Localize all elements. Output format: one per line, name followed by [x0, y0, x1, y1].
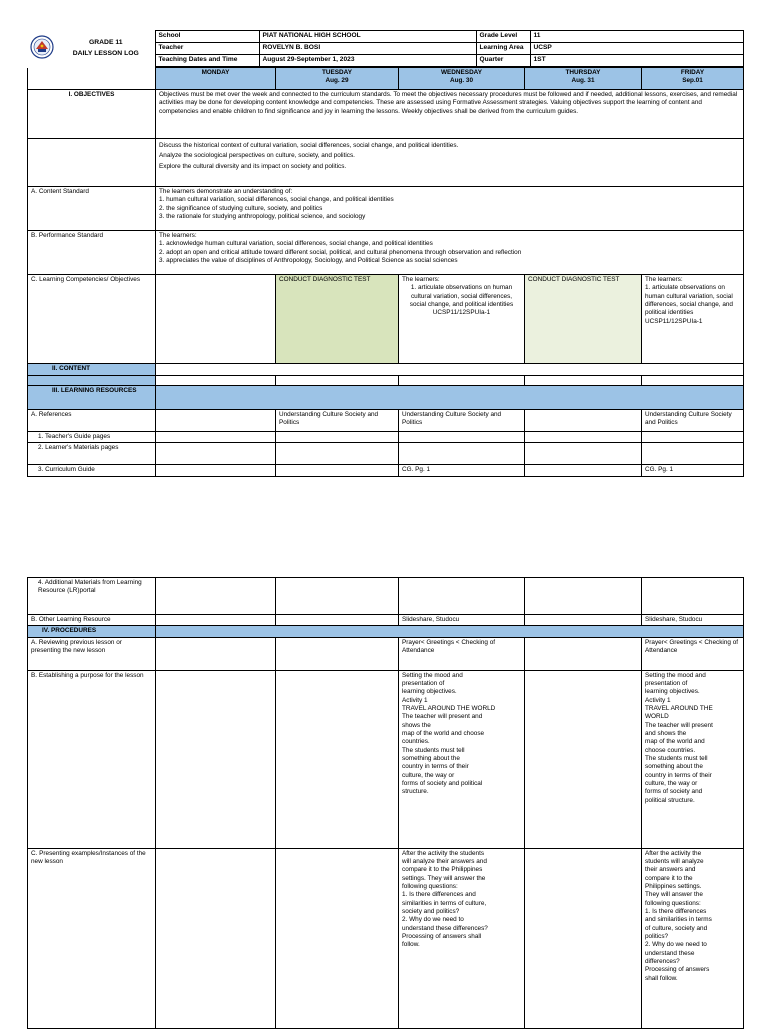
references-thursday — [525, 410, 642, 432]
content-sub-label — [28, 376, 156, 386]
performance-standard-label: B. Performance Standard — [28, 231, 156, 275]
content-row — [28, 364, 744, 376]
pr-wed: After the activity the students will analyze their answers and compare it to the Philippines settings. They will answer the following questions: 1. Is there differences and similarities in terms of culture, society and politics? 2. Why do we need to understand these differences? Processing of answers shall follow. — [399, 848, 525, 1028]
teacher-label: Teacher — [155, 43, 259, 55]
learning-resources-label: III. LEARNING RESOURCES — [28, 386, 156, 410]
lesson-log-page-1 — [27, 30, 743, 477]
content-sub-fri — [642, 376, 744, 386]
procedures-label: IV. PROCEDURES — [28, 626, 156, 637]
corner-cell — [28, 68, 156, 90]
learning-resources-row — [28, 386, 744, 410]
content-standard-label: A. Content Standard — [28, 187, 156, 231]
content-label: II. CONTENT — [28, 364, 156, 376]
learning-resources-band — [156, 386, 744, 410]
performance-standard-text: The learners: 1. acknowledge human cultural variation, social differences, social change, and political identities 2. adopt an open and critical attitude toward different social, political, and cultural phenomena through observation and reflection 3. appreciates the value of disciplines of Anthropology, Sociology, and Political Science as social sciences — [156, 231, 744, 275]
objectives-row — [28, 90, 744, 139]
additional-materials-row — [28, 578, 744, 615]
am-tue — [276, 578, 399, 615]
am-thu — [525, 578, 642, 615]
cg-wed: CG. Pg. 1 — [399, 465, 525, 476]
day-friday: FRIDAY Sep.01 — [642, 68, 744, 90]
presenting-row — [28, 848, 744, 1028]
tg-thu — [525, 432, 642, 443]
day-header-row — [28, 68, 744, 90]
content-standard-text: The learners demonstrate an understanding of: 1. human cultural variation, social differences, social change, and political identities 2. the significance of studying culture, society, and politics 3. the rationale for studying anthropology, political science, and sociology — [156, 187, 744, 231]
dates-label: Teaching Dates and Time — [155, 55, 259, 67]
logo-cell — [27, 31, 57, 67]
or-wed: Slideshare, Studocu — [399, 615, 525, 626]
objectives-label: I. OBJECTIVES — [28, 90, 156, 139]
am-wed — [399, 578, 525, 615]
references-monday — [156, 410, 276, 432]
content-sub-wed — [399, 376, 525, 386]
tg-tue — [276, 432, 399, 443]
content-subrow — [28, 376, 744, 386]
competencies-label: C. Learning Competencies/ Objectives — [28, 275, 156, 364]
cg-mon — [156, 465, 276, 476]
pr-tue — [276, 848, 399, 1028]
pu-fri: Setting the mood and presentation of learning objectives. Activity 1 TRAVEL AROUND THE WORLD The teacher will present and shows the map of the world and choose countries. The students must tell something about the country in terms of their culture, the way or forms of society and political structure. — [642, 670, 744, 848]
competencies-friday: The learners: 1. articulate observations on human cultural variation, social differences, social change, and political identities UCSP11/12SPUIa-1 — [642, 275, 744, 364]
day-wednesday: WEDNESDAY Aug. 30 — [399, 68, 525, 90]
grade-level-label: Grade Level — [476, 31, 530, 43]
header-table — [27, 30, 744, 67]
lm-mon — [156, 443, 276, 465]
or-fri: Slideshare, Studocu — [642, 615, 744, 626]
quarter-label: Quarter — [476, 55, 530, 67]
pu-mon — [156, 670, 276, 848]
procedures-band — [156, 626, 744, 637]
am-mon — [156, 578, 276, 615]
objectives-items-spacer — [28, 139, 156, 187]
tg-wed — [399, 432, 525, 443]
reviewing-label: A. Reviewing previous lesson or presenting the new lesson — [28, 637, 156, 670]
other-resource-row — [28, 615, 744, 626]
am-fri — [642, 578, 744, 615]
or-mon — [156, 615, 276, 626]
school-value: PIAT NATIONAL HIGH SCHOOL — [259, 31, 476, 43]
rv-mon — [156, 637, 276, 670]
lesson-log-page-2 — [27, 577, 743, 1029]
quarter-value: 1ST — [530, 55, 743, 67]
lm-thu — [525, 443, 642, 465]
presenting-label: C. Presenting examples/Instances of the new lesson — [28, 848, 156, 1028]
pr-mon — [156, 848, 276, 1028]
pu-wed: Setting the mood and presentation of learning objectives. Activity 1 TRAVEL AROUND THE WORLD The teacher will present and shows the map of the world and choose countries. The students must tell something about the country in terms of their culture, the way or forms of society and political structure. — [399, 670, 525, 848]
performance-standard-row — [28, 231, 744, 275]
lm-fri — [642, 443, 744, 465]
cg-tue — [276, 465, 399, 476]
grade-level-value: 11 — [530, 31, 743, 43]
or-tue — [276, 615, 399, 626]
teachers-guide-label: 1. Teacher's Guide pages — [28, 432, 156, 443]
lm-wed — [399, 443, 525, 465]
competencies-wednesday: The learners: 1. articulate observations on human cultural variation, social differences, social change, and political identities UCSP11/12SPUIa-1 — [399, 275, 525, 364]
objective-item: Analyze the sociological perspectives on culture, society, and politics. — [159, 152, 355, 160]
school-label: School — [155, 31, 259, 43]
curriculum-guide-row — [28, 465, 744, 476]
rv-thu — [525, 637, 642, 670]
day-thursday: THURSDAY Aug. 31 — [525, 68, 642, 90]
reviewing-row — [28, 637, 744, 670]
competencies-row — [28, 275, 744, 364]
deped-seal-logo — [30, 35, 54, 59]
or-thu — [525, 615, 642, 626]
log-title: DAILY LESSON LOG — [72, 49, 139, 57]
pu-tue — [276, 670, 399, 848]
pr-thu — [525, 848, 642, 1028]
pr-fri: After the activity the students will analyze their answers and compare it to the Philippines settings. They will answer the following questions: 1. Is there differences and similarities in terms of culture, society and politics? 2. Why do we need to understand these differences? Processing of answers shall follow. — [642, 848, 744, 1028]
objectives-items — [156, 139, 744, 187]
objective-item: Discuss the historical context of cultural variation, social differences, social change, and political identities. — [159, 142, 459, 149]
tg-fri — [642, 432, 744, 443]
rv-fri: Prayer< Greetings < Checking of Attendance — [642, 637, 744, 670]
additional-materials-label: 4. Additional Materials from Learning Resource (LR)portal — [28, 578, 156, 615]
procedures-row — [28, 626, 744, 637]
purpose-row — [28, 670, 744, 848]
cg-fri: CG. Pg. 1 — [642, 465, 744, 476]
dates-value: August 29-September 1, 2023 — [259, 55, 476, 67]
tg-mon — [156, 432, 276, 443]
rv-wed: Prayer< Greetings < Checking of Attendance — [399, 637, 525, 670]
references-label: A. References — [28, 410, 156, 432]
curriculum-guide-label: 3. Curriculum Guide — [28, 465, 156, 476]
day-monday: MONDAY — [156, 68, 276, 90]
day-tuesday: TUESDAY Aug. 29 — [276, 68, 399, 90]
teacher-value: ROVELYN B. BOSI — [259, 43, 476, 55]
objectives-intro: Objectives must be met over the week and connected to the curriculum standards. To meet the objectives necessary procedures must be followed and if needed, additional lessons, exercises, and remedial activities may be done for developing content knowledge and competencies. These are assessed using Formative Assessment strategies. Valuing objectives support the learning of content and competencies and enable children to find significance and joy in learning the lessons. Weekly objectives shall be derived from the curriculum guides. — [156, 90, 744, 139]
content-sub-tue — [276, 376, 399, 386]
content-sub-thu — [525, 376, 642, 386]
competencies-thursday: CONDUCT DIAGNOSTIC TEST — [525, 275, 642, 364]
grade-title-block — [57, 31, 155, 67]
rv-tue — [276, 637, 399, 670]
content-sub-mon — [156, 376, 276, 386]
references-tuesday: Understanding Culture Society and Politics — [276, 410, 399, 432]
content-value — [156, 364, 744, 376]
lm-tue — [276, 443, 399, 465]
teachers-guide-row — [28, 432, 744, 443]
grade-label: GRADE 11 — [88, 38, 123, 46]
objective-item: Explore the cultural diversity and its impact on society and politics. — [159, 162, 347, 170]
references-friday: Understanding Culture Society and Politics — [642, 410, 744, 432]
lesson-log-table-1 — [27, 67, 744, 477]
learners-materials-label: 2. Learner's Materials pages — [28, 443, 156, 465]
cg-thu — [525, 465, 642, 476]
objectives-items-row — [28, 139, 744, 187]
competencies-monday — [156, 275, 276, 364]
competencies-tuesday: CONDUCT DIAGNOSTIC TEST — [276, 275, 399, 364]
lesson-log-table-2 — [27, 577, 744, 1029]
purpose-label: B. Establishing a purpose for the lesson — [28, 670, 156, 848]
learning-area-value: UCSP — [530, 43, 743, 55]
other-resource-label: B. Other Learning Resource — [28, 615, 156, 626]
references-wednesday: Understanding Culture Society and Politics — [399, 410, 525, 432]
pu-thu — [525, 670, 642, 848]
learning-area-label: Learning Area — [476, 43, 530, 55]
learners-materials-row — [28, 443, 744, 465]
references-row — [28, 410, 744, 432]
content-standard-row — [28, 187, 744, 231]
